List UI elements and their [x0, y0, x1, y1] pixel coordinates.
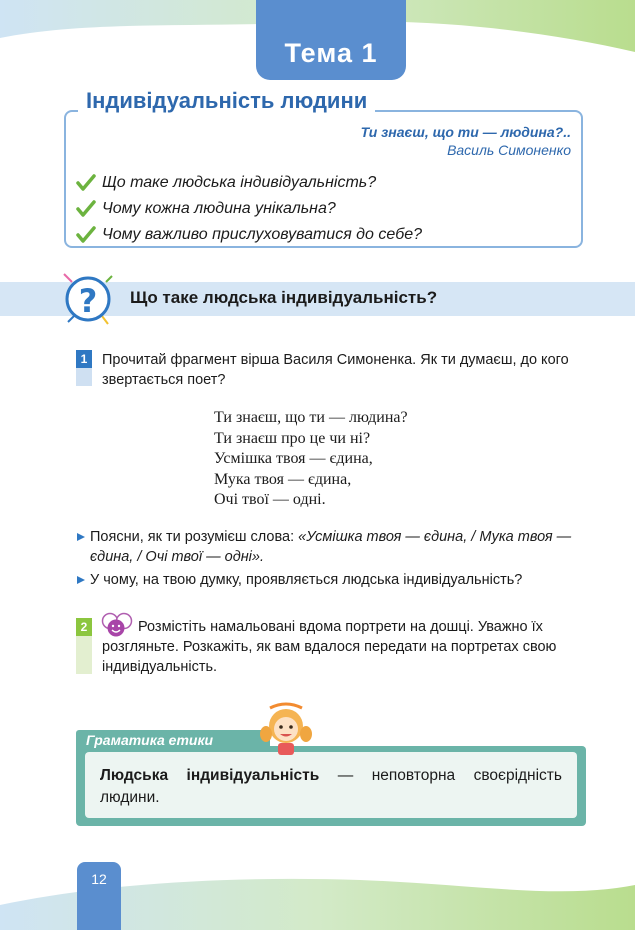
glossary-definition-text: — неповторна своєрідність людини.	[100, 767, 562, 806]
bullet-text: У чому, на твою думку, проявляється людська індивідуальність?	[90, 572, 523, 588]
poem-line: Очі твої — одні.	[214, 491, 326, 508]
key-question-text: Чому кожна людина унікальна?	[102, 200, 336, 217]
poem-line: Ти знаєш, що ти — людина?	[214, 409, 408, 426]
poem-line: Мука твоя — єдина,	[214, 470, 352, 488]
key-question-text: Що таке людська індивідуальність?	[102, 174, 377, 191]
task-2-body: Розмістіть намальовані вдома портрети на дошці. Уважно їх розгляньте. Розкажіть, як вам вдалося передати на портретах свою індивідуальність.	[102, 619, 557, 675]
section-title: Що таке людська індивідуальність?	[130, 288, 438, 307]
theme-label: Тема 1	[284, 38, 378, 68]
glossary-term: Людська індивідуальність	[100, 767, 320, 784]
task-number-badge: 2	[76, 618, 92, 636]
task-number-badge: 1	[76, 350, 92, 368]
theme-tab	[256, 0, 406, 80]
glossary-label: Граматика етики	[76, 730, 270, 751]
task-1-bullets	[76, 527, 586, 593]
group-work-icon	[100, 612, 134, 638]
bullet-text: Поясни, як ти розумієш слова:	[90, 529, 299, 545]
task-number-bar	[76, 636, 92, 674]
epigraph	[361, 124, 571, 158]
key-question-text: Чому важливо прислуховуватися до себе?	[102, 226, 423, 243]
checkmark-icon	[76, 200, 96, 218]
task-1-text: Прочитай фрагмент вірша Василя Симоненка. Як ти думаєш, до кого звертається поет?	[102, 352, 569, 388]
poem-fragment	[214, 408, 408, 511]
page-number: 12	[91, 871, 107, 887]
key-question	[76, 170, 422, 196]
poem-line: Усмішка твоя — єдина,	[214, 450, 373, 467]
poem-line: Ти знаєш про це чи ні?	[214, 429, 371, 447]
epigraph-line: Ти знаєш, що ти — людина?..	[360, 124, 571, 140]
bullet-item	[76, 527, 586, 567]
task-2-text	[102, 617, 586, 677]
task-number-bar	[76, 368, 92, 386]
checkmark-icon	[76, 174, 96, 192]
bullet-quote: «Усмішка твоя — єдина, / Мука твоя — єдина, / Очі твої — одні».	[90, 529, 572, 565]
girl-illustration	[256, 700, 316, 756]
epigraph-author: Василь Симоненко	[447, 142, 571, 158]
svg-text:?: ?	[78, 282, 98, 320]
glossary-definition	[100, 765, 562, 809]
bullet-item	[76, 570, 586, 590]
key-questions-list	[76, 170, 422, 248]
question-mark-icon	[60, 270, 116, 328]
checkmark-icon	[76, 226, 96, 244]
key-question	[76, 196, 422, 222]
lesson-title: Індивідуальність людини	[78, 88, 375, 114]
key-question	[76, 222, 422, 248]
